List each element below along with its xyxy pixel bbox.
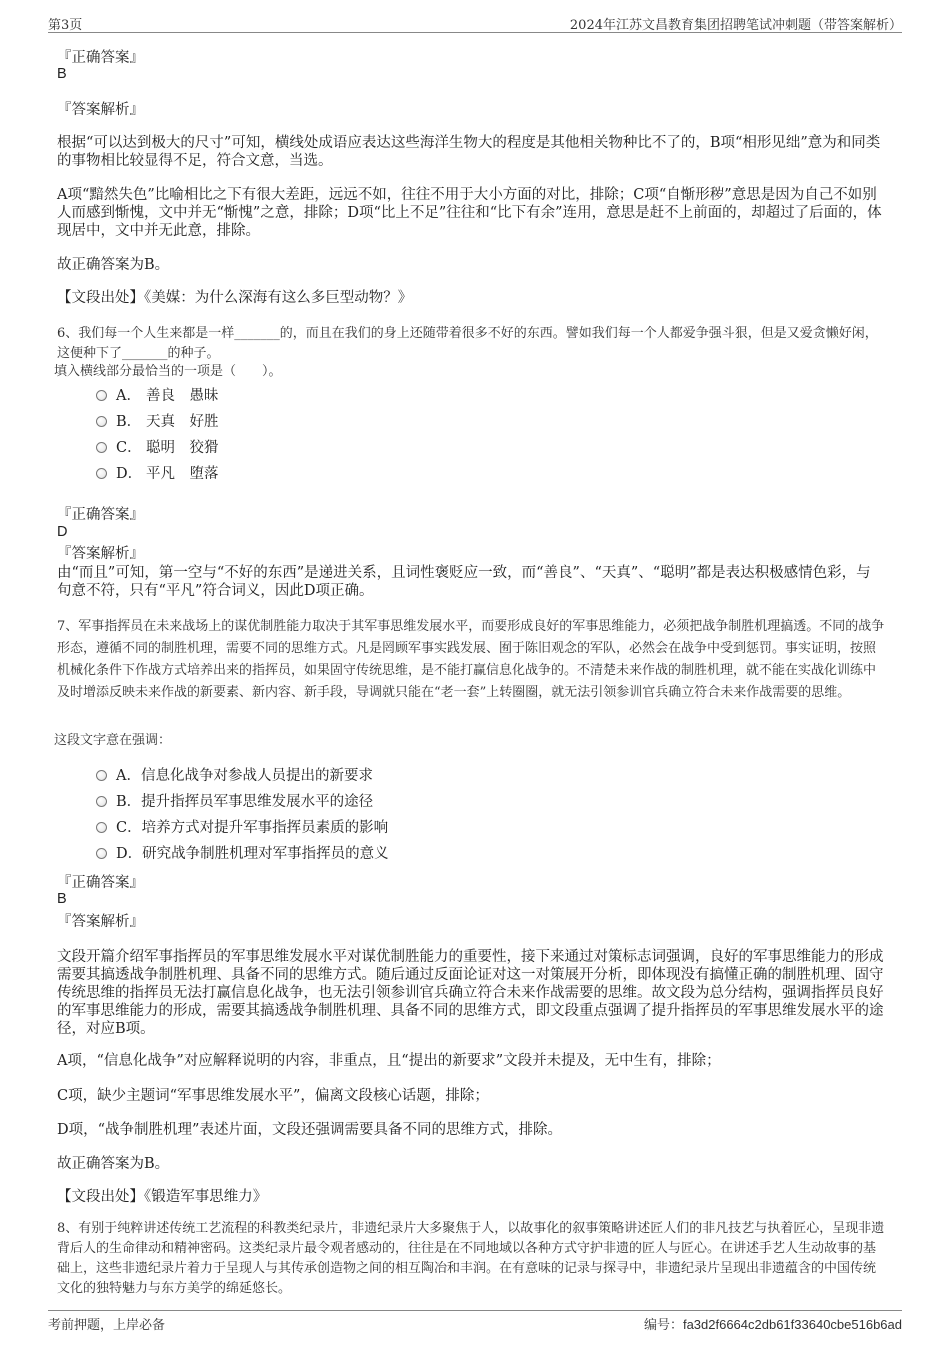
- q7-option-b[interactable]: B．提升指挥员军事思维发展水平的途径: [96, 793, 373, 811]
- q6-analysis: 由“而且”可知，第一空与“不好的东西”是递进关系，且词性褒贬应一致，而“善良”、“天真”、“聪明”都是表达积极感情色彩，与句意不符，只有“平凡”符合词义，因此D项正确。: [57, 565, 871, 599]
- q5-analysis-para1: 根据“可以达到极大的尺寸”可知，横线处成语应表达这些海洋生物大的程度是其他相关物种比不了的，B项“相形见绌”意为和同类的事物相比较显得不足，符合文意，当选。: [57, 135, 881, 169]
- q5-answer-label: 『正确答案』: [57, 50, 144, 66]
- q5-answer: B: [57, 66, 67, 82]
- radio-icon[interactable]: [96, 822, 107, 833]
- radio-icon[interactable]: [96, 796, 107, 807]
- q5-analysis-para2: A项“黯然失色”比喻相比之下有很大差距，远远不如，往往不用于大小方面的对比，排除；C项“自惭形秽”意思是因为自己不如别人而感到惭愧，文中并无“惭愧”之意，排除；D项“比上不足”往往和“比下有余”连用，意思是赶不上前面的，却超过了后面的，体现居中，文中并无此意，排除。: [57, 187, 882, 239]
- q5-source: 【文段出处】《美媒：为什么深海有这么多巨型动物？》: [57, 290, 413, 306]
- q7-analysis-para3: C项，缺少主题词“军事思维发展水平”，偏离文段核心话题，排除；: [57, 1088, 489, 1104]
- q6-answer-label: 『正确答案』: [57, 507, 144, 523]
- q6-stem: 6、我们每一个人生来都是一样_______的，而且在我们的身上还随带着很多不好的东西。譬如我们每一个人都爱争强斗狠，但是又爱贪懒好闲，这便种下了_______的种子。: [57, 326, 878, 361]
- radio-icon[interactable]: [96, 468, 107, 479]
- q7-option-c[interactable]: C．培养方式对提升军事指挥员素质的影响: [96, 819, 388, 837]
- page-number: 第3页: [48, 18, 83, 33]
- q7-option-a[interactable]: A．信息化战争对参战人员提出的新要求: [96, 767, 373, 785]
- q6-prompt: 填入横线部分最恰当的一项是（ ）。: [54, 364, 282, 379]
- q7-stem: 7、军事指挥员在未来战场上的谋优制胜能力取决于其军事思维发展水平，而要形成良好的军事思维能力，必须把战争制胜机理搞透。不同的战争形态，遵循不同的制胜机理，需要不同的思维方式。凡是罔顾军事实践发展、囿于陈旧观念的军队，必然会在战争中受到惩罚。事实证明，按照机械化条件下作战方式培养出来的指挥员，如果固守传统思维，是不能打赢信息化战争的。不清楚未来作战的制胜机理，就不能在实战化训练中及时增添反映未来作战的新要素、新内容、新手段，导调就只能在“老一套”上转圈圈，就无法引领参训官兵确立符合未来作战需要的思维。: [57, 619, 885, 700]
- page-footer: [48, 1310, 902, 1331]
- radio-icon[interactable]: [96, 848, 107, 859]
- q6-option-a[interactable]: A． 善良 愚昧: [96, 387, 219, 405]
- q7-source: 【文段出处】《锻造军事思维力》: [57, 1189, 268, 1205]
- page-header: [48, 12, 902, 33]
- q7-analysis-para1: 文段开篇介绍军事指挥员的军事思维发展水平对谋优制胜能力的重要性，接下来通过对策标志词强调，良好的军事思维能力的形成需要其搞透战争制胜机理、具备不同的思维方式。随后通过反面论证对这一对策展开分析，即体现没有搞懂正确的制胜机理、固守传统思维的指挥员无法打赢信息化战争，也无法引领参训官兵确立符合未来作战需要的思维。故文段为总分结构，强调指挥员良好的军事思维能力的形成，需要其搞透战争制胜机理、具备不同的思维方式，即文段重点强调了提升指挥员的军事思维发展水平的途径，对应B项。: [57, 949, 884, 1037]
- q6-option-d[interactable]: D． 平凡 堕落: [96, 465, 219, 483]
- footer-slogan: 考前押题，上岸必备: [48, 1318, 166, 1333]
- q6-analysis-label: 『答案解析』: [57, 546, 144, 562]
- q7-answer: B: [57, 891, 67, 907]
- q7-analysis-label: 『答案解析』: [57, 914, 144, 930]
- q6-option-b[interactable]: B． 天真 好胜: [96, 413, 219, 431]
- q5-analysis-label: 『答案解析』: [57, 102, 144, 118]
- radio-icon[interactable]: [96, 390, 107, 401]
- document-title: 2024年江苏文昌教育集团招聘笔试冲刺题（带答案解析）: [569, 18, 902, 33]
- q7-prompt: 这段文字意在强调：: [54, 733, 172, 748]
- q6-option-c[interactable]: C． 聪明 狡猾: [96, 439, 219, 457]
- radio-icon[interactable]: [96, 442, 107, 453]
- q7-analysis-para4: D项，“战争制胜机理”表述片面，文段还强调需要具备不同的思维方式，排除。: [57, 1122, 562, 1138]
- q5-conclusion: 故正确答案为B。: [57, 257, 170, 273]
- document-code: 编号：fa3d2f6664c2db61f33640cbe516b6ad: [643, 1317, 902, 1333]
- q7-option-d[interactable]: D．研究战争制胜机理对军事指挥员的意义: [96, 845, 389, 863]
- q6-answer: D: [57, 524, 68, 540]
- q7-conclusion: 故正确答案为B。: [57, 1156, 170, 1172]
- q7-answer-label: 『正确答案』: [57, 875, 144, 891]
- radio-icon[interactable]: [96, 416, 107, 427]
- q8-stem: 8、有别于纯粹讲述传统工艺流程的科教类纪录片，非遗纪录片大多聚焦于人，以故事化的叙事策略讲述匠人们的非凡技艺与执着匠心，呈现非遗背后人的生命律动和精神密码。这类纪录片最令观者感动的，往往是在不同地域以各种方式守护非遗的匠人与匠心。在讲述手艺人生动故事的基础上，这些非遗纪录片着力于呈现人与其传承创造物之间的相互陶冶和丰润。在有意味的记录与探寻中，非遗纪录片呈现出非遗蕴含的中国传统文化的独特魅力与东方美学的绵延悠长。: [57, 1221, 885, 1296]
- radio-icon[interactable]: [96, 770, 107, 781]
- q7-analysis-para2: A项，“信息化战争”对应解释说明的内容，非重点，且“提出的新要求”文段并未提及，无中生有，排除；: [57, 1053, 721, 1069]
